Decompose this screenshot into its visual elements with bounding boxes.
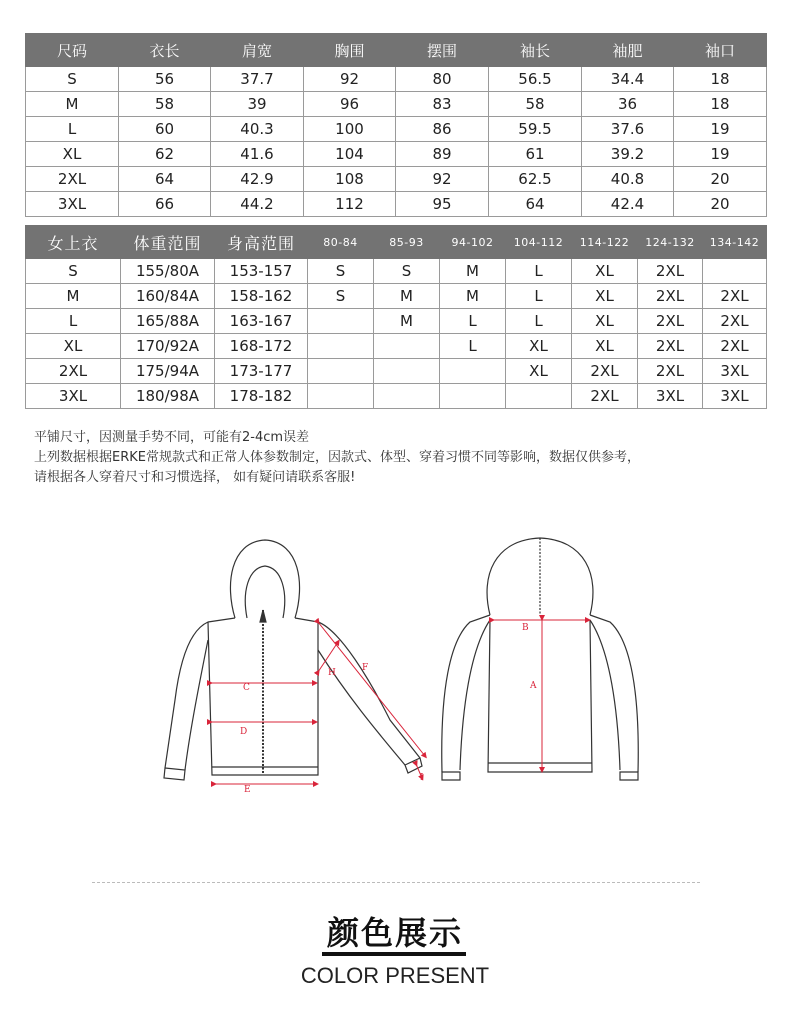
fit-table-row bbox=[26, 359, 767, 384]
col-header-hem: 摆围 bbox=[396, 34, 489, 67]
size-table-cell: 20 bbox=[674, 167, 767, 192]
size-table-cell: 58 bbox=[489, 92, 582, 117]
size-table-cell: 95 bbox=[396, 192, 489, 217]
note-line-2: 上列数据根据ERKE常规款式和正常人体参数制定，因款式、体型、穿着习惯不同等影响，数据仅供参考， bbox=[34, 450, 640, 465]
fit-table-cell: 3XL bbox=[638, 384, 703, 409]
size-table-cell: S bbox=[26, 67, 119, 92]
col-header-range-4: 104-112 bbox=[506, 226, 572, 259]
size-table-cell: 37.6 bbox=[582, 117, 674, 142]
col-header-shoulder: 肩宽 bbox=[211, 34, 304, 67]
fit-table-cell: 2XL bbox=[703, 284, 767, 309]
size-table-cell: 42.4 bbox=[582, 192, 674, 217]
size-table-cell: 108 bbox=[304, 167, 396, 192]
fit-table-cell: 2XL bbox=[703, 309, 767, 334]
size-table-cell: 36 bbox=[582, 92, 674, 117]
size-table-cell: M bbox=[26, 92, 119, 117]
measurement-lines bbox=[210, 618, 588, 784]
size-table-cell: 34.4 bbox=[582, 67, 674, 92]
col-header-range-5: 114-122 bbox=[572, 226, 638, 259]
fit-table-cell bbox=[308, 309, 374, 334]
fit-table-cell: M bbox=[26, 284, 121, 309]
fit-table-cell: XL bbox=[572, 309, 638, 334]
fit-table-cell: L bbox=[26, 309, 121, 334]
fit-table-cell bbox=[374, 384, 440, 409]
fit-table-cell: S bbox=[308, 259, 374, 284]
fit-table-cell: L bbox=[506, 284, 572, 309]
fit-table-cell: L bbox=[440, 334, 506, 359]
size-table-cell: 20 bbox=[674, 192, 767, 217]
fit-table-cell bbox=[440, 359, 506, 384]
fit-table-cell: 2XL bbox=[703, 334, 767, 359]
col-header-sleeve-width: 袖肥 bbox=[582, 34, 674, 67]
size-table-cell: 40.3 bbox=[211, 117, 304, 142]
fit-table-cell: 3XL bbox=[703, 359, 767, 384]
col-header-range-2: 85-93 bbox=[374, 226, 440, 259]
fit-table-row bbox=[26, 284, 767, 309]
size-table-cell: L bbox=[26, 117, 119, 142]
size-table-cell: 3XL bbox=[26, 192, 119, 217]
size-table-cell: 19 bbox=[674, 142, 767, 167]
label-h: H bbox=[328, 668, 336, 678]
size-table-cell: 19 bbox=[674, 117, 767, 142]
size-table-cell: XL bbox=[26, 142, 119, 167]
fit-table-cell: 158-162 bbox=[215, 284, 308, 309]
col-header-height-range: 身高范围 bbox=[215, 226, 308, 259]
fit-table-cell: XL bbox=[572, 284, 638, 309]
fit-table-cell: 178-182 bbox=[215, 384, 308, 409]
col-header-cuff: 袖口 bbox=[674, 34, 767, 67]
size-table-cell: 39 bbox=[211, 92, 304, 117]
fit-table-cell bbox=[374, 334, 440, 359]
fit-table-cell: L bbox=[440, 309, 506, 334]
size-table-cell: 92 bbox=[304, 67, 396, 92]
label-e: E bbox=[244, 785, 251, 795]
size-table-cell: 58 bbox=[119, 92, 211, 117]
col-header-weight-range: 体重范围 bbox=[121, 226, 215, 259]
fit-table-cell: 2XL bbox=[638, 334, 703, 359]
fit-table-row bbox=[26, 309, 767, 334]
fit-table-cell: S bbox=[374, 259, 440, 284]
fit-table-cell: M bbox=[440, 259, 506, 284]
fit-table-cell: XL bbox=[26, 334, 121, 359]
title-underline bbox=[322, 952, 466, 956]
label-f: F bbox=[362, 663, 369, 673]
size-table-cell: 104 bbox=[304, 142, 396, 167]
fit-table-cell: 168-172 bbox=[215, 334, 308, 359]
size-table-cell: 86 bbox=[396, 117, 489, 142]
fit-table-cell: L bbox=[506, 259, 572, 284]
size-table-row bbox=[26, 192, 767, 217]
size-table-cell: 39.2 bbox=[582, 142, 674, 167]
section-title-en: COLOR PRESENT bbox=[300, 963, 490, 988]
col-header-chest: 胸围 bbox=[304, 34, 396, 67]
fit-table-cell: 153-157 bbox=[215, 259, 308, 284]
jacket-back-drawing bbox=[442, 538, 639, 780]
col-header-range-6: 124-132 bbox=[638, 226, 703, 259]
fit-table-row bbox=[26, 384, 767, 409]
fit-table-cell: M bbox=[440, 284, 506, 309]
fit-table-cell: M bbox=[374, 284, 440, 309]
size-table-cell: 42.9 bbox=[211, 167, 304, 192]
fit-table-cell: 173-177 bbox=[215, 359, 308, 384]
size-table-cell: 62 bbox=[119, 142, 211, 167]
label-a: A bbox=[530, 681, 537, 691]
size-table-cell: 83 bbox=[396, 92, 489, 117]
size-table-cell: 100 bbox=[304, 117, 396, 142]
col-header-range-3: 94-102 bbox=[440, 226, 506, 259]
fit-table-cell: 3XL bbox=[26, 384, 121, 409]
note-line-3: 请根据各人穿着尺寸和习惯选择， 如有疑问请联系客服! bbox=[34, 470, 356, 485]
fit-table-cell bbox=[440, 384, 506, 409]
fit-table-cell: 180/98A bbox=[121, 384, 215, 409]
size-table-cell: 64 bbox=[119, 167, 211, 192]
label-b: B bbox=[522, 623, 529, 633]
size-table-cell: 18 bbox=[674, 92, 767, 117]
fit-table-cell: S bbox=[26, 259, 121, 284]
size-table-cell: 40.8 bbox=[582, 167, 674, 192]
size-table-cell: 61 bbox=[489, 142, 582, 167]
fit-table-cell: 3XL bbox=[703, 384, 767, 409]
fit-table-cell: XL bbox=[506, 359, 572, 384]
fit-table-cell: 2XL bbox=[572, 359, 638, 384]
section-divider bbox=[92, 882, 700, 883]
col-header-size: 尺码 bbox=[26, 34, 119, 67]
fit-table-cell: 2XL bbox=[26, 359, 121, 384]
fit-table-cell: L bbox=[506, 309, 572, 334]
col-header-length: 衣长 bbox=[119, 34, 211, 67]
size-table-cell: 112 bbox=[304, 192, 396, 217]
size-table-cell: 56 bbox=[119, 67, 211, 92]
size-table-cell: 60 bbox=[119, 117, 211, 142]
fit-table-cell bbox=[374, 359, 440, 384]
fit-table-cell: 175/94A bbox=[121, 359, 215, 384]
size-table-row bbox=[26, 117, 767, 142]
jacket-measurement-diagram bbox=[150, 530, 640, 800]
size-table-cell: 59.5 bbox=[489, 117, 582, 142]
fit-table-cell: XL bbox=[506, 334, 572, 359]
size-table-cell: 96 bbox=[304, 92, 396, 117]
fit-table-cell: 2XL bbox=[572, 384, 638, 409]
fit-table-row bbox=[26, 259, 767, 284]
size-table-cell: 89 bbox=[396, 142, 489, 167]
fit-table bbox=[25, 225, 767, 409]
size-table-row bbox=[26, 67, 767, 92]
fit-table-cell: 163-167 bbox=[215, 309, 308, 334]
col-header-women-top: 女上衣 bbox=[26, 226, 121, 259]
label-d: D bbox=[240, 727, 248, 737]
size-table-cell: 18 bbox=[674, 67, 767, 92]
fit-table-cell bbox=[308, 334, 374, 359]
size-table-cell: 64 bbox=[489, 192, 582, 217]
fit-table-cell: S bbox=[308, 284, 374, 309]
size-table bbox=[25, 33, 767, 217]
label-c: C bbox=[243, 683, 250, 693]
size-table-header bbox=[26, 34, 767, 67]
size-table-cell: 56.5 bbox=[489, 67, 582, 92]
fit-table-cell: XL bbox=[572, 334, 638, 359]
size-table-cell: 41.6 bbox=[211, 142, 304, 167]
size-table-cell: 44.2 bbox=[211, 192, 304, 217]
size-table-cell: 80 bbox=[396, 67, 489, 92]
col-header-sleeve-length: 袖长 bbox=[489, 34, 582, 67]
fit-table-cell: 2XL bbox=[638, 284, 703, 309]
size-table-row bbox=[26, 167, 767, 192]
fit-table-cell bbox=[308, 384, 374, 409]
fit-table-cell: 170/92A bbox=[121, 334, 215, 359]
fit-table-cell: 160/84A bbox=[121, 284, 215, 309]
fit-table-cell: 155/80A bbox=[121, 259, 215, 284]
fit-table-cell: 2XL bbox=[638, 259, 703, 284]
fit-table-cell bbox=[703, 259, 767, 284]
size-table-cell: 62.5 bbox=[489, 167, 582, 192]
size-table-cell: 92 bbox=[396, 167, 489, 192]
fit-table-cell: M bbox=[374, 309, 440, 334]
size-table-row bbox=[26, 142, 767, 167]
section-title-cn: 颜色展示 bbox=[326, 914, 463, 952]
fit-table-cell bbox=[506, 384, 572, 409]
col-header-range-1: 80-84 bbox=[308, 226, 374, 259]
fit-table-cell: XL bbox=[572, 259, 638, 284]
size-table-cell: 37.7 bbox=[211, 67, 304, 92]
size-table-row bbox=[26, 92, 767, 117]
fit-table-cell bbox=[308, 359, 374, 384]
col-header-range-7: 134-142 bbox=[703, 226, 767, 259]
size-table-cell: 2XL bbox=[26, 167, 119, 192]
fit-table-row bbox=[26, 334, 767, 359]
fit-table-cell: 165/88A bbox=[121, 309, 215, 334]
fit-table-cell: 2XL bbox=[638, 309, 703, 334]
note-line-1: 平铺尺寸，因测量手势不同，可能有2-4cm误差 bbox=[34, 430, 310, 445]
jacket-front-drawing bbox=[164, 540, 422, 780]
label-i: I bbox=[420, 773, 424, 783]
fit-table-header bbox=[26, 226, 767, 259]
size-table-cell: 66 bbox=[119, 192, 211, 217]
measurement-notes bbox=[34, 428, 640, 488]
fit-table-cell: 2XL bbox=[638, 359, 703, 384]
